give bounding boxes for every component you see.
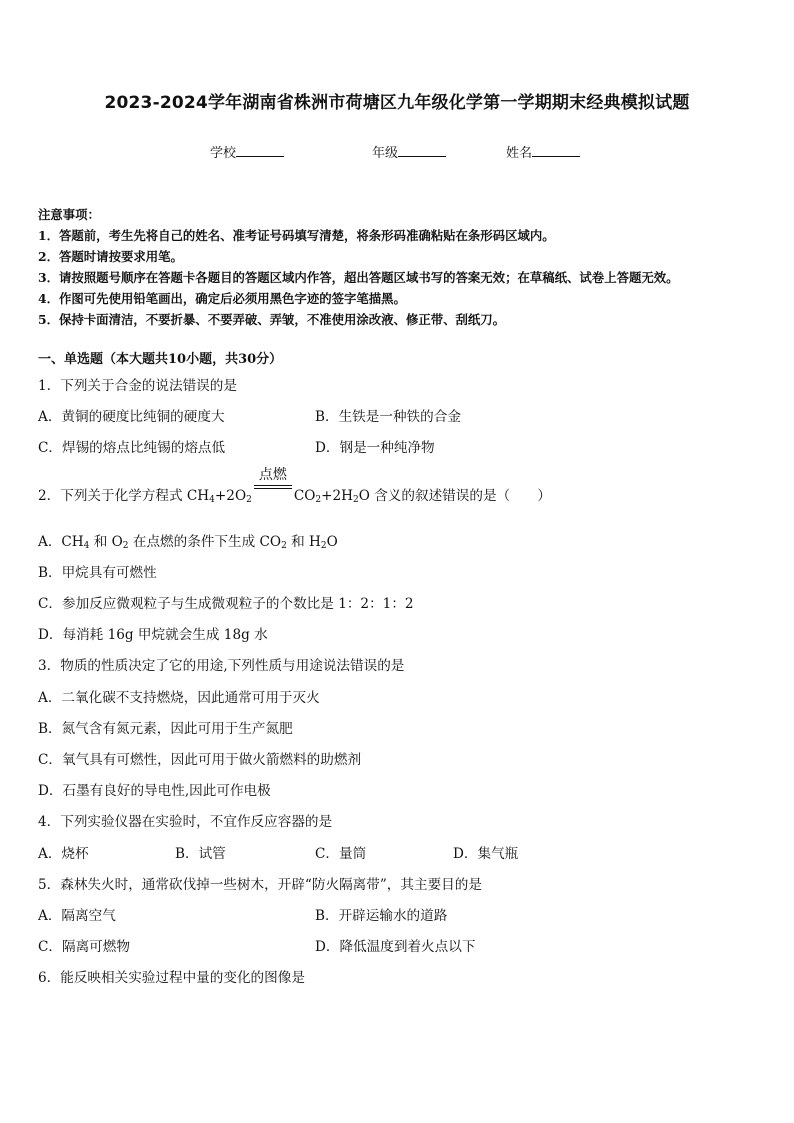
q2a-text: 和 H bbox=[286, 534, 321, 550]
question-5-option-b: B．开辟运输水的道路 bbox=[315, 908, 448, 924]
school-field bbox=[210, 142, 284, 161]
name-field bbox=[506, 142, 580, 161]
grade-label: 年级 bbox=[372, 146, 399, 161]
question-2-option-a bbox=[38, 530, 338, 551]
name-blank bbox=[532, 143, 580, 157]
question-5-stem: 5．森林失火时，通常砍伐掉一些树木，开辟“防火隔离带”，其主要目的是 bbox=[38, 877, 482, 893]
q2a-subscript: 2 bbox=[122, 541, 129, 551]
question-1-option-b: B．生铁是一种铁的合金 bbox=[315, 409, 461, 425]
question-5-option-c: C．隔离可燃物 bbox=[38, 939, 130, 955]
q2a-subscript: 2 bbox=[281, 541, 287, 551]
notice-item: 2．答题时请按要求用笔。 bbox=[38, 249, 183, 264]
q2a-text: 在点燃的条件下生成 CO bbox=[128, 534, 282, 550]
q2a-text: O bbox=[326, 534, 338, 550]
question-2-option-d: D．每消耗 16g 甲烷就会生成 18g 水 bbox=[38, 627, 268, 643]
question-1-stem: 1．下列关于合金的说法错误的是 bbox=[38, 378, 237, 394]
question-3-option-d: D．石墨有良好的导电性,因此可作电极 bbox=[38, 783, 271, 799]
q2-text: O 含义的叙述错误的是（ ） bbox=[358, 488, 551, 504]
q2a-subscript: 2 bbox=[320, 541, 327, 551]
reaction-condition-label: 点燃 bbox=[258, 467, 287, 483]
question-4-stem: 4．下列实验仪器在实验时，不宜作反应容器的是 bbox=[38, 814, 333, 830]
question-1-option-a: A．黄铜的硬度比纯铜的硬度大 bbox=[38, 409, 225, 425]
question-5-option-d: D．降低温度到着火点以下 bbox=[315, 939, 476, 955]
notice-item: 1．答题前，考生先将自己的姓名、准考证号码填写清楚，将条形码准确粘贴在条形码区域内。 bbox=[38, 228, 555, 243]
q2-subscript: 2 bbox=[353, 495, 359, 505]
grade-blank bbox=[398, 143, 446, 157]
notice-heading: 注意事项： bbox=[38, 207, 100, 222]
section-heading: 一、单选题（本大题共10小题，共30分） bbox=[38, 352, 283, 367]
reaction-condition bbox=[254, 467, 292, 500]
question-4-option-b: B．试管 bbox=[175, 846, 226, 862]
question-2-option-b: B．甲烷具有可燃性 bbox=[38, 565, 157, 581]
q2-subscript: 4 bbox=[209, 495, 215, 505]
notice-item: 5．保持卡面清洁，不要折暴、不要弄破、弄皱，不准使用涂改液、修正带、刮纸刀。 bbox=[38, 312, 506, 327]
q2a-text: 和 O bbox=[89, 534, 123, 550]
q2a-subscript: 4 bbox=[83, 541, 90, 551]
question-5-option-a: A．隔离空气 bbox=[38, 908, 116, 924]
page-title: 2023-2024学年湖南省株洲市荷塘区九年级化学第一学期期末经典模拟试题 bbox=[104, 93, 690, 113]
question-6-stem: 6．能反映相关实验过程中量的变化的图像是 bbox=[38, 970, 305, 986]
school-blank bbox=[236, 143, 284, 157]
q2-text: +2H bbox=[321, 488, 354, 504]
q2-subscript: 2 bbox=[315, 495, 322, 505]
question-4-option-a: A．烧杯 bbox=[38, 846, 89, 862]
notice-item: 4．作图可先使用铅笔画出，确定后必须用黑色字迹的签字笔描黑。 bbox=[38, 291, 406, 306]
question-4-option-c: C．量筒 bbox=[315, 846, 367, 862]
question-1-option-c: C．焊锡的熔点比纯锡的熔点低 bbox=[38, 440, 226, 456]
name-label: 姓名 bbox=[506, 146, 533, 161]
question-2-option-c: C．参加反应微观粒子与生成微观粒子的个数比是 1：2：1：2 bbox=[38, 596, 414, 612]
q2-text: +2O bbox=[214, 488, 247, 504]
question-3-stem: 3．物质的性质决定了它的用途,下列性质与用途说法错误的是 bbox=[38, 658, 405, 674]
question-3-option-a: A．二氧化碳不支持燃烧，因此通常可用于灭火 bbox=[38, 690, 320, 706]
grade-field bbox=[372, 142, 446, 161]
q2-text: 2．下列关于化学方程式 CH bbox=[38, 488, 210, 504]
question-4-option-d: D．集气瓶 bbox=[453, 846, 519, 862]
question-2-stem bbox=[38, 467, 551, 505]
q2-subscript: 2 bbox=[246, 495, 252, 505]
question-3-option-c: C．氧气具有可燃性，因此可用于做火箭燃料的助燃剂 bbox=[38, 752, 362, 768]
school-label: 学校 bbox=[210, 146, 237, 161]
question-1-option-d: D．钢是一种纯净物 bbox=[315, 440, 435, 456]
question-3-option-b: B．氮气含有氮元素，因此可用于生产氮肥 bbox=[38, 721, 293, 737]
notice-item: 3．请按照题号顺序在答题卡各题目的答题区域内作答，超出答题区域书写的答案无效；在草稿纸、试卷上答题无效。 bbox=[38, 270, 679, 285]
q2a-text: A．CH bbox=[38, 534, 84, 550]
q2-text: CO bbox=[293, 488, 316, 504]
notice-block bbox=[38, 204, 679, 330]
